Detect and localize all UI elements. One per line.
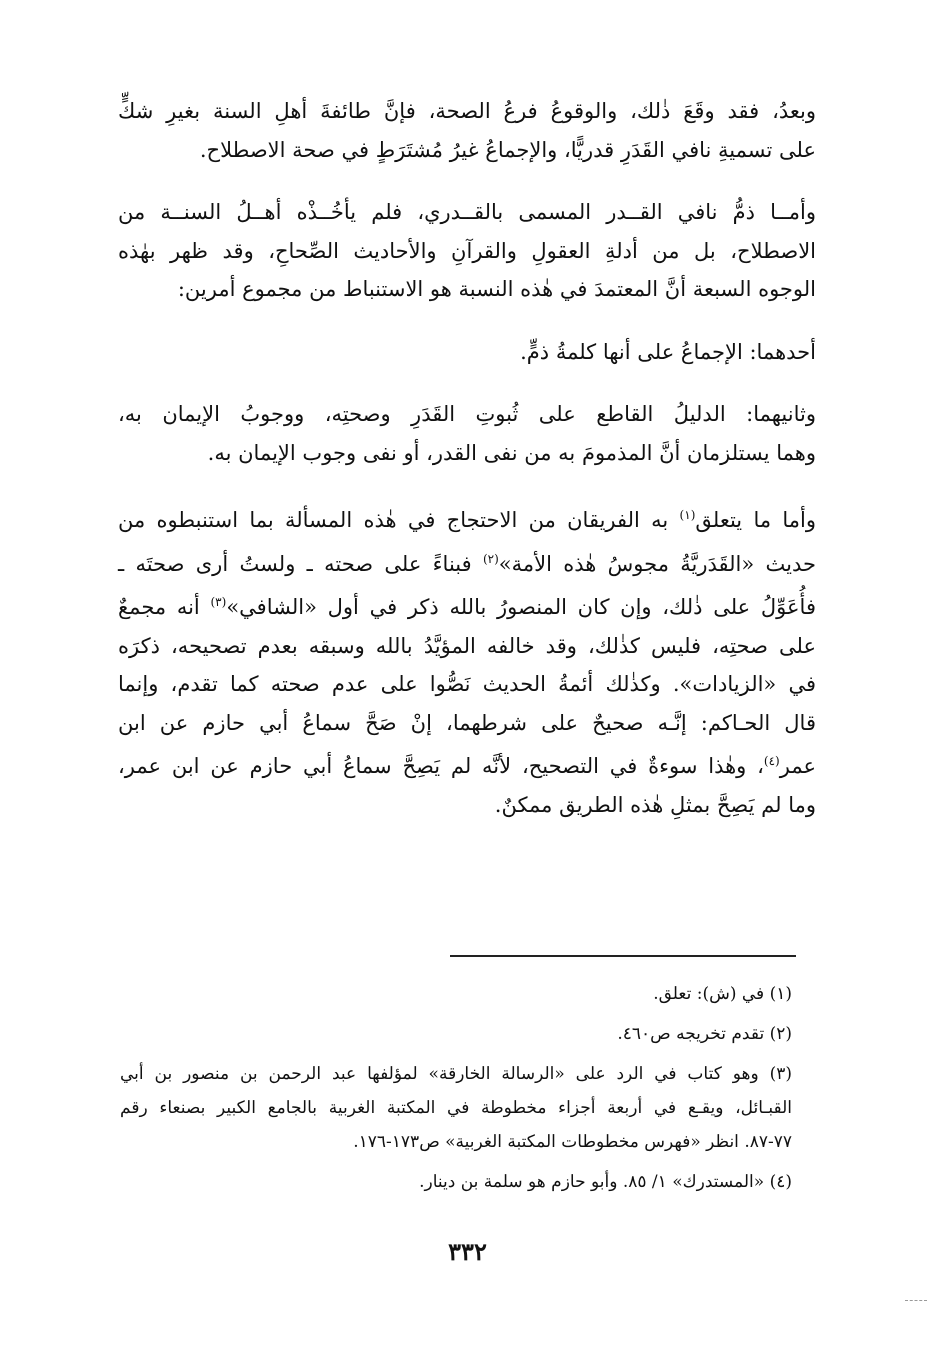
- text-line: في «الزيادات». وكذٰلك أئمةُ الحديث نَصُّوا على عدم صحته كما تقدم، وإنما: [118, 672, 816, 696]
- footnote-line: (١) في (ش): تعلق.: [653, 984, 792, 1004]
- main-text: [118, 92, 816, 848]
- footnote-line: ٧٧-٨٧. انظر «فهرس مخطوطات المكتبة الغربية» ص١٧٣-١٧٦.: [353, 1132, 792, 1152]
- footnote-line: (٤) «المستدرك» ١/ ٨٥. وأبو حازم هو سلمة بن دينار.: [419, 1172, 792, 1192]
- text-line: وثانيهما: الدليلُ القاطع على ثُبوتِ القَدَرِ وصحتِه، ووجوبُ الإيمان به،: [118, 402, 816, 426]
- paragraph-4: [118, 395, 816, 472]
- text-line: [118, 496, 816, 540]
- text-line: [118, 742, 816, 786]
- text-segment: حديث «القَدَريَّةُ مجوسُ هٰذه الأمة»: [498, 551, 816, 576]
- text-line: وما لم يَصِحَّ بمثلِ هٰذه الطريق ممكنٌ.: [494, 792, 816, 817]
- footnote-marker-4: (٤): [763, 754, 780, 768]
- footnote-4: [120, 1165, 792, 1199]
- footnote-line: (٢) تقدم تخريجه ص٤٦٠.: [617, 1024, 792, 1044]
- text-line: على صحتِه، فليس كذٰلك، وقد خالفه المؤيَّدُ بالله وسبقه بعدم تصحيحه، ذكرَه: [118, 633, 816, 658]
- footnote-marker-3: (٣): [210, 595, 227, 609]
- paragraph-1: [118, 92, 816, 169]
- text-line: الاصطلاح، بل من أدلةِ العقولِ والقرآنِ والأحاديث الصِّحاحِ، وقد ظهر بهٰذه: [118, 238, 816, 263]
- text-segment: به الفريقان من الاحتجاج في هٰذه المسألة بما استنبطوه من: [118, 508, 680, 532]
- footnote-line: القبـائل، ويقـع في أربعة أجزاء مخطوطة في المكتبة الغربية بالجامع الكبير بصنعاء رقم: [120, 1098, 792, 1118]
- footnote-line: (٣) وهو كتاب في الرد على «الرسالة الخارقة» لمؤلفها عبد الرحمن بن منصور بن أبي: [120, 1064, 792, 1084]
- text-segment: فبناءً على صحته ـ ولستُ أرى صحتَه ـ: [118, 551, 483, 576]
- paragraph-3: [118, 333, 816, 372]
- text-line: وأمــا ذمُّ نافي القــدر المسمى بالقــدري، فلم يأخُــذْه أهــلُ السنــة من: [118, 200, 816, 224]
- paragraph-2: [118, 193, 816, 309]
- footnote-3: [120, 1057, 792, 1159]
- text-segment: فأُعَوِّلُ على ذٰلك، وإن كان المنصورُ بالله ذكر في أول «الشافي»: [226, 595, 816, 619]
- footnote-1: [120, 977, 792, 1011]
- text-line: [118, 540, 816, 584]
- footnote-marker-1: (١): [679, 508, 696, 522]
- footnotes: [120, 977, 792, 1205]
- page-number: ٣٣٢: [448, 1237, 487, 1266]
- text-line: [118, 583, 816, 627]
- text-line: على تسميةِ نافي القَدَرِ قدريًّا، والإجماعُ غيرُ مُشتَرَطٍ في صحة الاصطلاح.: [199, 137, 816, 162]
- footnote-divider: [450, 955, 796, 957]
- text-line: أحدهما: الإجماعُ على أنها كلمةُ ذمٍّ.: [520, 339, 816, 364]
- text-segment: وأما ما يتعلق: [695, 508, 816, 532]
- text-segment: أنه مجمعٌ: [118, 595, 211, 619]
- scan-mark: [905, 1300, 927, 1301]
- text-line: الوجوه السبعة أنَّ المعتمدَ في هٰذه النسبة هو الاستنباط من مجموع أمرين:: [177, 277, 816, 301]
- text-line: وهما يستلزمان أنَّ المذمومَ به من نفى القدر، أو نفى وجوب الإيمان به.: [207, 440, 816, 465]
- text-line: قال الحـاكم: إنَّـه صحيحٌ على شرطهما، إنْ صَحَّ سماعُ أبي حازم عن ابن: [118, 710, 816, 735]
- footnote-2: [120, 1017, 792, 1051]
- footnote-marker-2: (٢): [482, 551, 499, 566]
- text-segment: ، وهٰذا سوءةٌ في التصحيح، لأنَّه لم يَصِحَّ سماعُ أبي حازم عن ابن عمر،: [118, 754, 764, 778]
- text-segment: عمر: [779, 754, 816, 778]
- paragraph-5: [118, 496, 816, 824]
- text-line: وبعدُ، فقد وقَعَ ذٰلك، والوقوعُ فرعُ الصحة، فإنَّ طائفةَ أهلِ السنة بغيرِ شكٍّ: [118, 99, 816, 123]
